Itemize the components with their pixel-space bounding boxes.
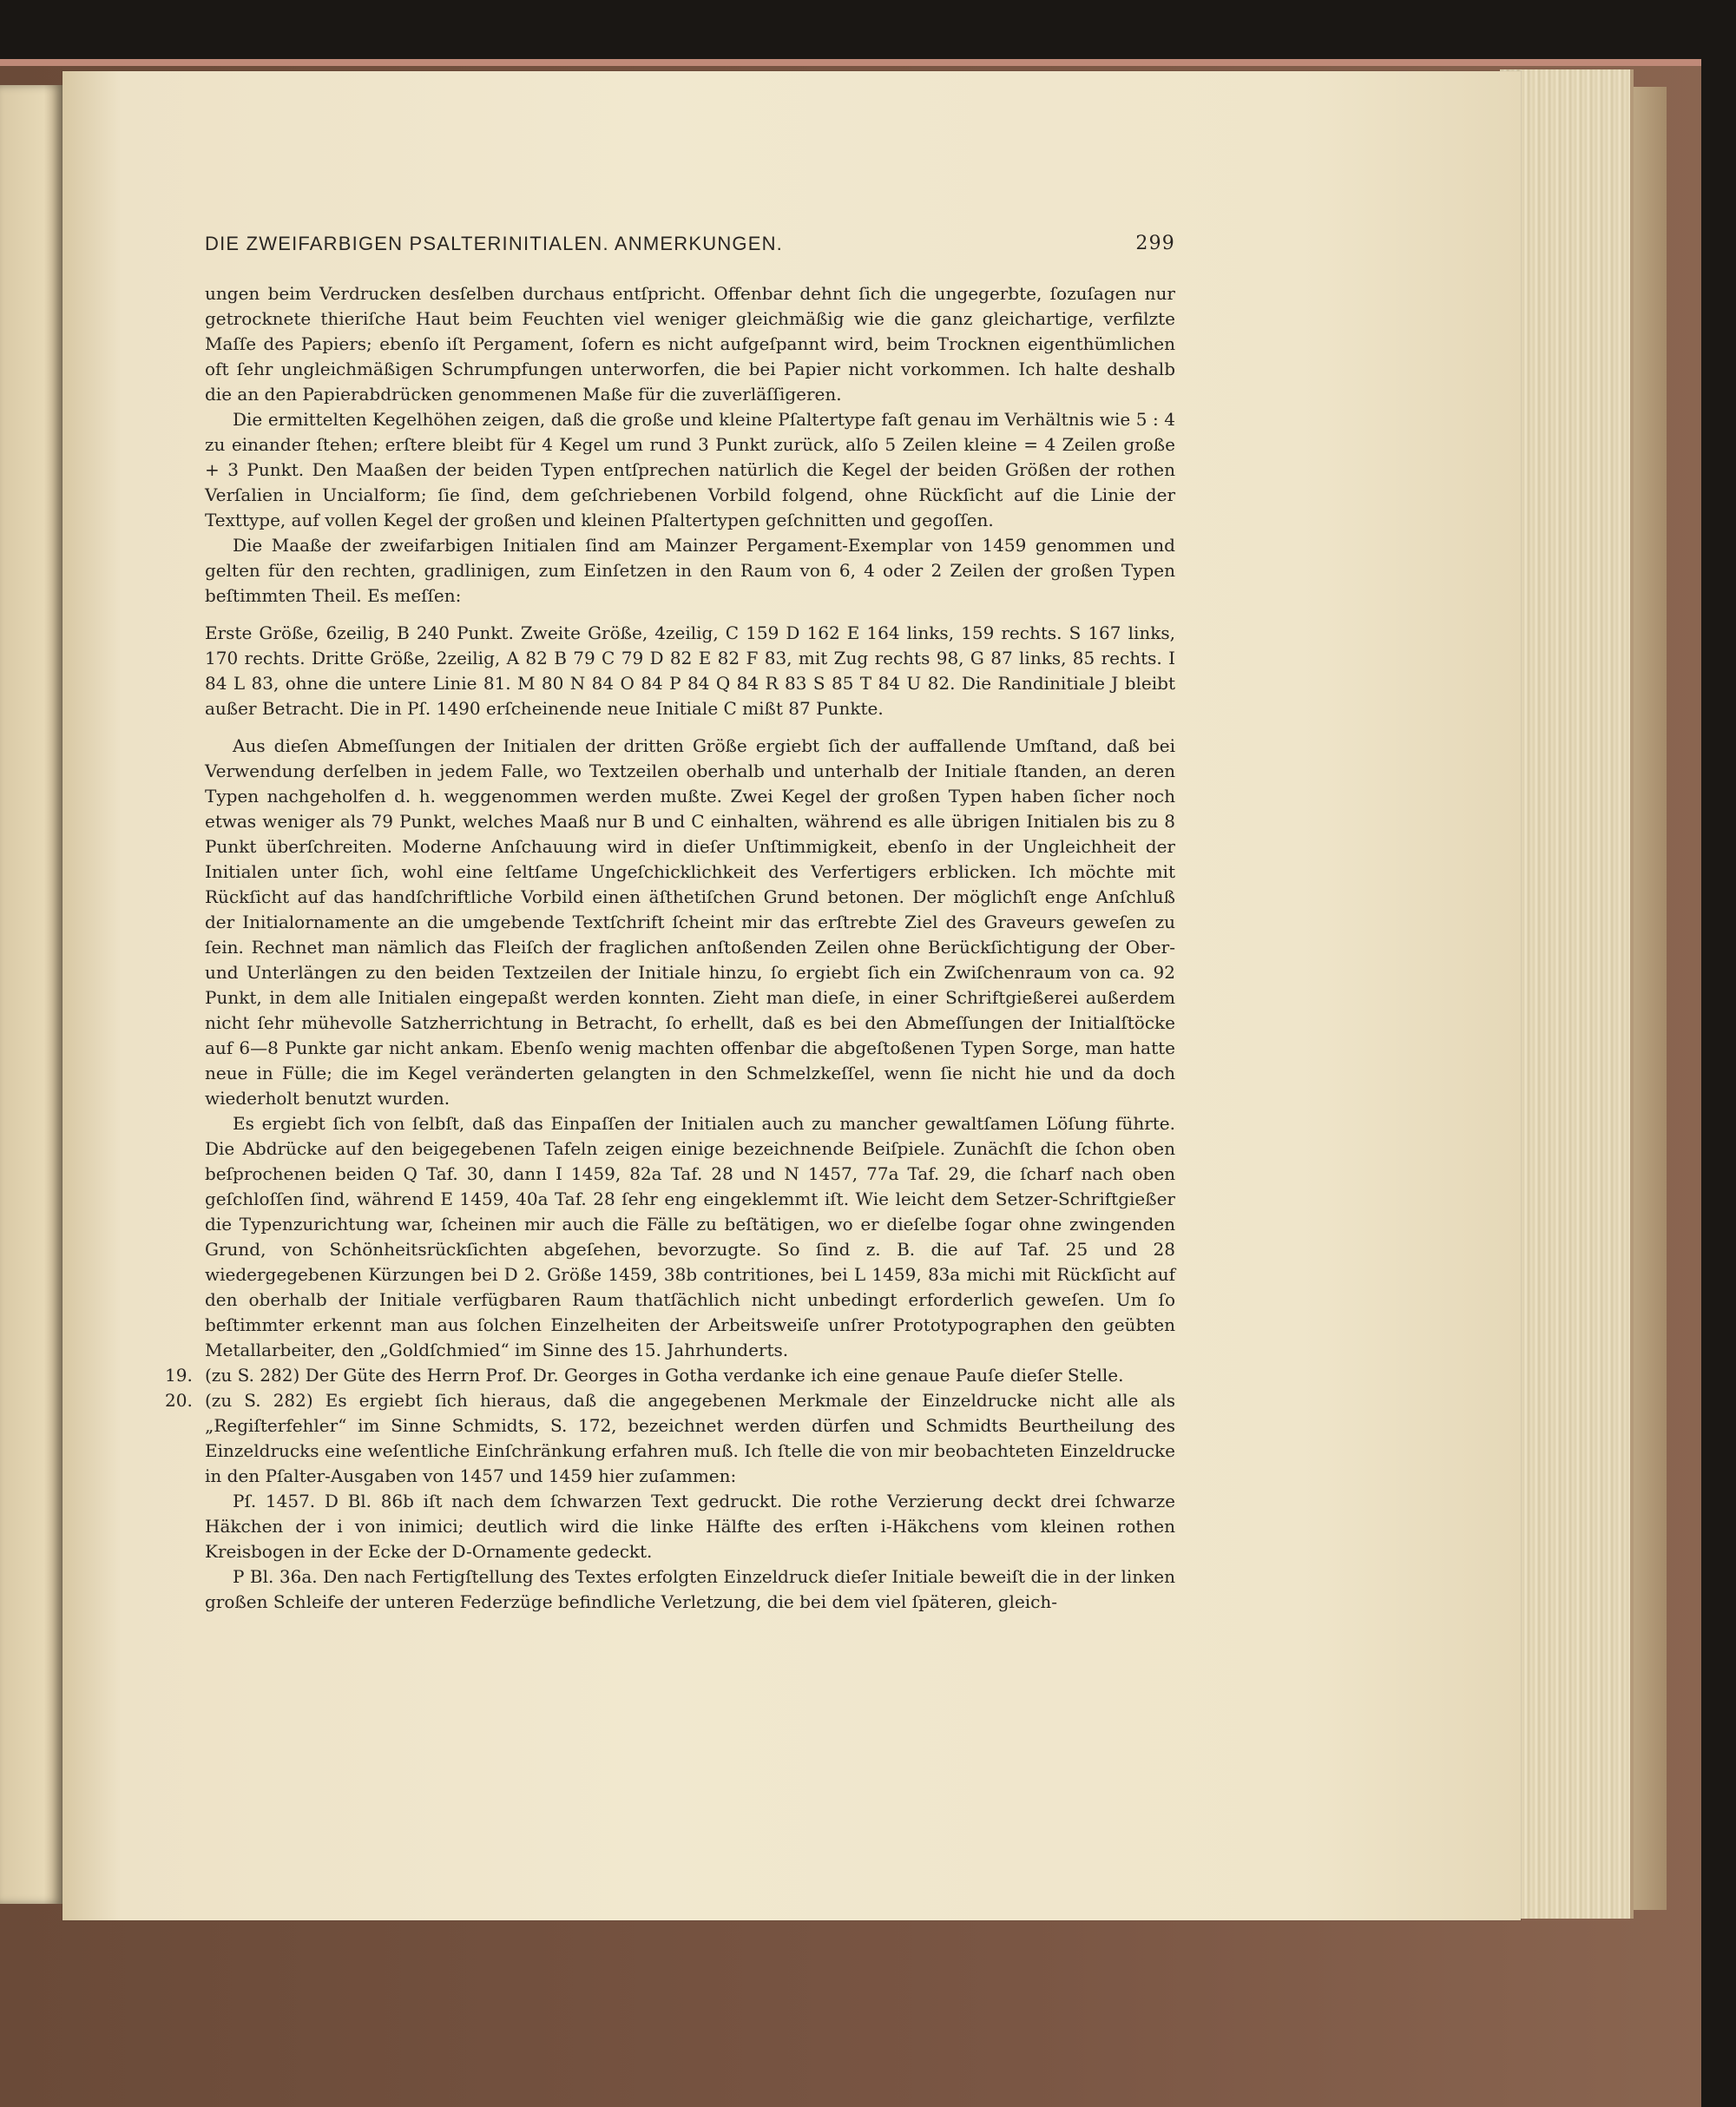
running-head bbox=[205, 233, 1175, 260]
paragraph: P Bl. 36a. Den nach Fertigſtellung des Textes erfolgten Einzeldruck dieſer Initiale beweiſt die in der linken großen Schleife der unteren Federzüge befindliche Verletzung, die bei dem viel ſpäteren, gleich- bbox=[205, 1566, 1175, 1612]
page-body bbox=[165, 281, 1175, 1615]
note-19 bbox=[165, 1363, 1175, 1388]
paragraph: Die ermittelten Kegelhöhen zeigen, daß die große und kleine Pſaltertype faſt genau im Verhältnis wie 5 : 4 zu einander ſtehen; erſtere bleibt für 4 Kegel um rund 3 Punkt zurück, alſo 5 Zeilen kleine = 4 Zeilen große + 3 Punkt. Den Maaßen der beiden Typen entſprechen natürlich die Kegel der beiden Größen der rothen Verſalien in Uncialform; ſie ſind, dem geſchriebenen Vorbild folgend, ohne Rückſicht auf die Linie der Texttype, auf vollen Kegel der großen und kleinen Pſaltertypen geſchnitten und gegoſſen. bbox=[205, 409, 1175, 530]
paragraph: Die Maaße der zweifarbigen Initialen ſind am Mainzer Pergament-Exemplar von 1459 genommen und gelten für den rechten, gradlinigen, zum Einſetzen in den Raum von 6, 4 oder 2 Zeilen der großen Typen beſtimmten Theil. Es meſſen: bbox=[205, 535, 1175, 606]
running-title: DIE ZWEIFARBIGEN PSALTERINITIALEN. ANMERKUNGEN. bbox=[205, 233, 783, 254]
note-number: 19. bbox=[165, 1365, 193, 1386]
paragraph: ungen beim Verdrucken desſelben durchaus entſpricht. Offenbar dehnt ſich die ungegerbte, ſozuſagen nur getrocknete thieriſche Haut beim Feuchten viel weniger gleichmäßig wie die ganz gleichartige, verfilzte Maſſe des Papiers; ebenſo iſt Pergament, ſofern es nicht aufgeſpannt wird, beim Trocknen eigenthümlichen oft ſehr ungleichmäßigen Schrumpfungen unterworfen, die bei Papier nicht vorkommen. Ich halte deshalb die an den Papierabdrücken genommenen Maße für die zuverläſſigeren. bbox=[205, 283, 1175, 405]
paragraph: Aus dieſen Abmeſſungen der Initialen der dritten Größe ergiebt ſich der auffallende Umſtand, daß bei Verwendung derſelben in jedem Falle, wo Textzeilen oberhalb und unterhalb der Initiale ſtanden, an deren Typen nachgeholfen d. h. weggenommen werden mußte. Zwei Kegel der großen Typen haben ſicher noch etwas weniger als 79 Punkt, welches Maaß nur B und C einhalten, während es alle übrigen Initialen bis zu 8 Punkt überſchreiten. Moderne Anſchauung wird in dieſer Unſtimmigkeit, ebenſo in der Ungleichheit der Initialen unter ſich, wohl eine ſeltſame Ungeſchicklichkeit des Verfertigers erblicken. Ich möchte mit Rückſicht auf das handſchriftliche Vorbild einen äſthetiſchen Grund betonen. Der möglichſt enge Anſchluß der Initialornamente an die umgebende Textſchrift ſcheint mir das erſtrebte Ziel des Graveurs geweſen zu ſein. Rechnet man nämlich das Fleiſch der fraglichen anſtoßenden Zeilen ohne Berückſichtigung der Ober- und Unterlängen zu den beiden Textzeilen der Initiale hinzu, ſo ergiebt ſich ein Zwiſchenraum von ca. 92 Punkt, in dem alle Initialen eingepaßt werden konnten. Zieht man dieſe, in einer Schriftgießerei außerdem nicht ſehr mühevolle Satzherrichtung in Betracht, ſo erhellt, daß es bei den Abmeſſungen der Initialſtöcke auf 6—8 Punkte gar nicht ankam. Ebenſo wenig machten offenbar die abgeſtoßenen Typen Sorge, man hatte neue in Fülle; die im Kegel veränderten gelangten in den Schmelzkeſſel, wenn ſie nicht hie und da doch wiederholt benutzt wurden. bbox=[205, 735, 1175, 1109]
note-text: (zu S. 282) Es ergiebt ſich hieraus, daß die angegebenen Merkmale der Einzeldrucke nicht alle als „Regiſterfehler“ im Sinne Schmidts, S. 172, bezeichnet werden dürfen und Schmidts Beurtheilung des Einzeldrucks eine weſentliche Einſchränkung erfahren muß. Ich ſtelle die von mir beobachteten Einzeldrucke in den Pſalter-Ausgaben von 1457 und 1459 hier zuſammen: bbox=[205, 1390, 1175, 1486]
left-page-edge bbox=[0, 85, 62, 1904]
note-number: 20. bbox=[165, 1390, 193, 1411]
note-text: (zu S. 282) Der Güte des Herrn Prof. Dr. Georges in Gotha verdanke ich eine genaue Pauſe dieſer Stelle. bbox=[205, 1365, 1124, 1386]
note-20 bbox=[165, 1388, 1175, 1489]
page-number: 299 bbox=[1135, 233, 1175, 254]
paragraph: Pſ. 1457. D Bl. 86b iſt nach dem ſchwarzen Text gedruckt. Die rothe Verzierung deckt drei ſchwarze Häkchen der i von inimici; deutlich wird die linke Hälfte des erſten i-Häkchens vom kleinen rothen Kreisbogen in der Ecke der D-Ornamente gedeckt. bbox=[205, 1491, 1175, 1562]
measurements-paragraph: Erste Größe, 6zeilig, B 240 Punkt. Zweite Größe, 4zeilig, C 159 D 162 E 164 links, 159 rechts. S 167 links, 170 rechts. Dritte Größe, 2zeilig, A 82 B 79 C 79 D 82 E 82 F 83, mit Zug rechts 98, G 87 links, 85 rechts. I 84 L 83, ohne die untere Linie 81. M 80 N 84 O 84 P 84 Q 84 R 83 S 85 T 84 U 82. Die Randinitiale J bleibt außer Betracht. Die in Pſ. 1490 erſcheinende neue Initiale C mißt 87 Punkte. bbox=[205, 622, 1175, 719]
paragraph: Es ergiebt ſich von ſelbſt, daß das Einpaſſen der Initialen auch zu mancher gewaltſamen Löſung führte. Die Abdrücke auf den beigegebenen Tafeln zeigen einige bezeichnende Beiſpiele. Zunächſt die ſchon oben beſprochenen beiden Q Taf. 30, dann I 1459, 82a Taf. 28 und N 1457, 77a Taf. 29, die ſcharf nach oben geſchloſſen ſind, während E 1459, 40a Taf. 28 ſehr eng eingeklemmt iſt. Wie leicht dem Setzer-Schriftgießer die Typenzurichtung war, ſcheinen mir auch die Fälle zu beſtätigen, wo er dieſelbe ſogar ohne zwingenden Grund, von Schönheitsrückſichten abgeſehen, bevorzugte. So ſind z. B. die auf Taf. 25 und 28 wiedergegebenen Kürzungen bei D 2. Größe 1459, 38b contritiones, bei L 1459, 83a michi mit Rückſicht auf den oberhalb der Initiale verfügbaren Raum thatſächlich nicht unbedingt erforderlich geweſen. Um ſo beſtimmter erkennt man aus ſolchen Einzelheiten der Arbeitsweiſe unſrer Prototypographen den geübten Metallarbeiter, den „Goldſchmied“ im Sinne des 15. Jahrhunderts. bbox=[205, 1113, 1175, 1360]
